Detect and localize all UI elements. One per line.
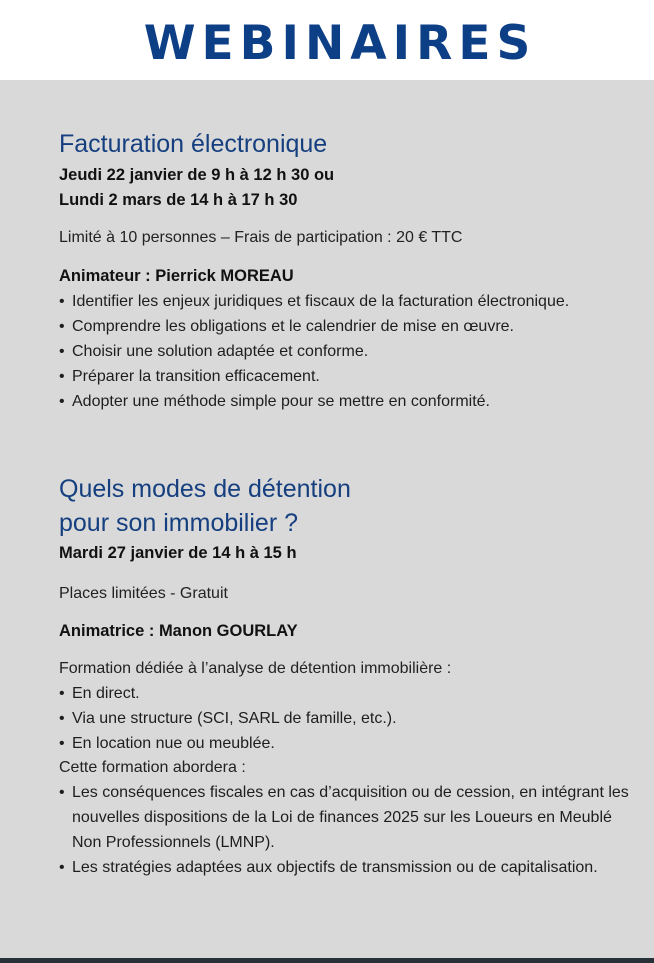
content-panel xyxy=(0,80,654,958)
list-item: • Comprendre les obligations et le calendrier de mise en œuvre. xyxy=(59,314,639,339)
webinar-title xyxy=(59,472,639,540)
webinar-date: Mardi 27 janvier de 14 h à 15 h xyxy=(59,544,297,562)
modes-list xyxy=(59,681,639,756)
webinar-date: Lundi 2 mars de 14 h à 17 h 30 xyxy=(59,191,298,209)
webinar-animator: Animateur : Pierrick MOREAU xyxy=(59,267,294,285)
webinar-title-line: pour son immobilier ? xyxy=(59,509,298,537)
objectives-list xyxy=(59,289,639,414)
webinar-title-line: Quels modes de détention xyxy=(59,475,351,503)
webinar-title: Facturation électronique xyxy=(59,130,328,158)
page-title: WEBINAIRES xyxy=(143,16,537,71)
list-item: • Identifier les enjeux juridiques et fiscaux de la facturation électronique. xyxy=(59,289,639,314)
list-item: • Les stratégies adaptées aux objectifs de transmission ou de capitalisation. xyxy=(59,855,639,880)
list-item: • Via une structure (SCI, SARL de famille, etc.). xyxy=(59,706,639,731)
webinar-info: Limité à 10 personnes – Frais de participation : 20 € TTC xyxy=(59,229,463,246)
webinar-intro-2: Cette formation abordera : xyxy=(59,759,246,776)
webinar-intro: Formation dédiée à l’analyse de détention immobilière : xyxy=(59,660,452,677)
list-item: • Adopter une méthode simple pour se mettre en conformité. xyxy=(59,389,639,414)
list-item: • En direct. xyxy=(59,681,639,706)
list-item: • En location nue ou meublée. xyxy=(59,731,639,756)
bottom-bar xyxy=(0,958,654,963)
topics-list xyxy=(59,780,639,880)
webinar-animator: Animatrice : Manon GOURLAY xyxy=(59,622,298,640)
list-item: • Préparer la transition efficacement. xyxy=(59,364,639,389)
webinar-date: Jeudi 22 janvier de 9 h à 12 h 30 ou xyxy=(59,166,335,184)
webinar-immobilier xyxy=(59,472,639,880)
header xyxy=(0,0,654,80)
webinar-info: Places limitées - Gratuit xyxy=(59,585,228,602)
list-item: • Choisir une solution adaptée et conforme. xyxy=(59,339,639,364)
list-item: • Les conséquences fiscales en cas d’acquisition ou de cession, en intégrant les nouvelles dispositions de la Loi de finances 2025 sur les Loueurs en Meublé Non Professionnels (LMNP). xyxy=(59,780,639,855)
webinar-facturation xyxy=(59,127,639,414)
